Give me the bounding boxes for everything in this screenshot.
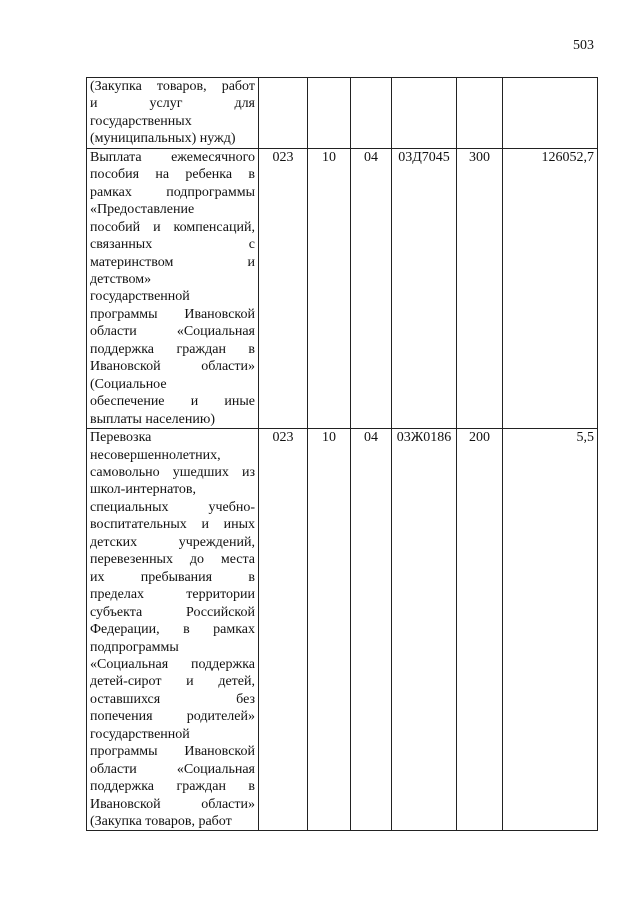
expense-type-cell: 200: [457, 429, 503, 831]
target-article-cell: 03Д7045: [392, 148, 457, 428]
ministry-code-cell: [259, 78, 308, 149]
description-line: Ивановской области»: [90, 359, 255, 375]
target-article-cell: [392, 78, 457, 149]
budget-table: [86, 77, 598, 831]
table-body: [87, 78, 598, 831]
table-row: [87, 148, 598, 428]
description-line: программы Ивановской: [90, 306, 255, 322]
description-line: государственных: [90, 113, 192, 129]
subsection-code-cell: 04: [351, 148, 392, 428]
description-line: пособий и компенсаций,: [90, 219, 255, 235]
description-line: попечения родителей»: [90, 709, 255, 725]
expense-type-cell: 300: [457, 148, 503, 428]
description-line: школ-интернатов,: [90, 482, 197, 498]
description-line: государственной: [90, 726, 190, 742]
subsection-code-cell: 04: [351, 429, 392, 831]
description-line: пособия на ребенка в: [90, 167, 255, 183]
section-code-cell: 10: [308, 429, 351, 831]
description-line: (Закупка товаров, работ: [90, 814, 232, 830]
description-line: перевезенных до места: [90, 552, 255, 568]
amount-cell: [503, 78, 598, 149]
description-cell: [87, 429, 259, 831]
description-line: рамках подпрограммы: [90, 184, 255, 200]
description-line: детских учреждений,: [90, 534, 255, 550]
table-row: [87, 78, 598, 149]
description-line: субъекта Российской: [90, 604, 255, 620]
description-line: «Социальная поддержка: [90, 656, 255, 672]
ministry-code-cell: 023: [259, 429, 308, 831]
description-line: и услуг для: [90, 96, 255, 112]
subsection-code-cell: [351, 78, 392, 149]
page-number: 503: [573, 38, 594, 53]
description-line: области «Социальная: [90, 324, 255, 340]
description-line: материнством и: [90, 254, 255, 270]
section-code-cell: 10: [308, 148, 351, 428]
description-line: несовершеннолетних,: [90, 447, 221, 463]
description-line: программы Ивановской: [90, 744, 255, 760]
target-article-cell: 03Ж0186: [392, 429, 457, 831]
description-line: «Предоставление: [90, 202, 195, 218]
description-line: Федерации, в рамках: [90, 622, 255, 638]
description-line: самовольно ушедших из: [90, 464, 255, 480]
description-line: Ивановской области»: [90, 796, 255, 812]
description-line: поддержка граждан в: [90, 779, 255, 795]
table-row: [87, 429, 598, 831]
description-line: (муниципальных) нужд): [90, 131, 236, 147]
description-line: Перевозка: [90, 430, 152, 446]
description-line: детством»: [90, 271, 152, 287]
description-line: области «Социальная: [90, 761, 255, 777]
section-code-cell: [308, 78, 351, 149]
description-line: государственной: [90, 289, 190, 305]
description-line: детей-сирот и детей,: [90, 674, 255, 690]
amount-cell: 5,5: [503, 429, 598, 831]
description-line: (Социальное: [90, 376, 167, 392]
description-line: Выплата ежемесячного: [90, 149, 255, 165]
description-line: воспитательных и иных: [90, 517, 255, 533]
ministry-code-cell: 023: [259, 148, 308, 428]
description-cell: [87, 78, 259, 149]
description-line: подпрограммы: [90, 639, 179, 655]
description-line: специальных учебно-: [90, 499, 255, 515]
description-line: связанных с: [90, 237, 255, 253]
description-line: выплаты населению): [90, 411, 215, 427]
description-line: поддержка граждан в: [90, 341, 255, 357]
expense-type-cell: [457, 78, 503, 149]
description-line: пределах территории: [90, 587, 255, 603]
description-line: (Закупка товаров, работ: [90, 79, 255, 94]
description-line: их пребывания в: [90, 569, 255, 585]
description-line: обеспечение и иные: [90, 394, 255, 410]
amount-cell: 126052,7: [503, 148, 598, 428]
description-cell: [87, 148, 259, 428]
description-line: оставшихся без: [90, 691, 255, 707]
